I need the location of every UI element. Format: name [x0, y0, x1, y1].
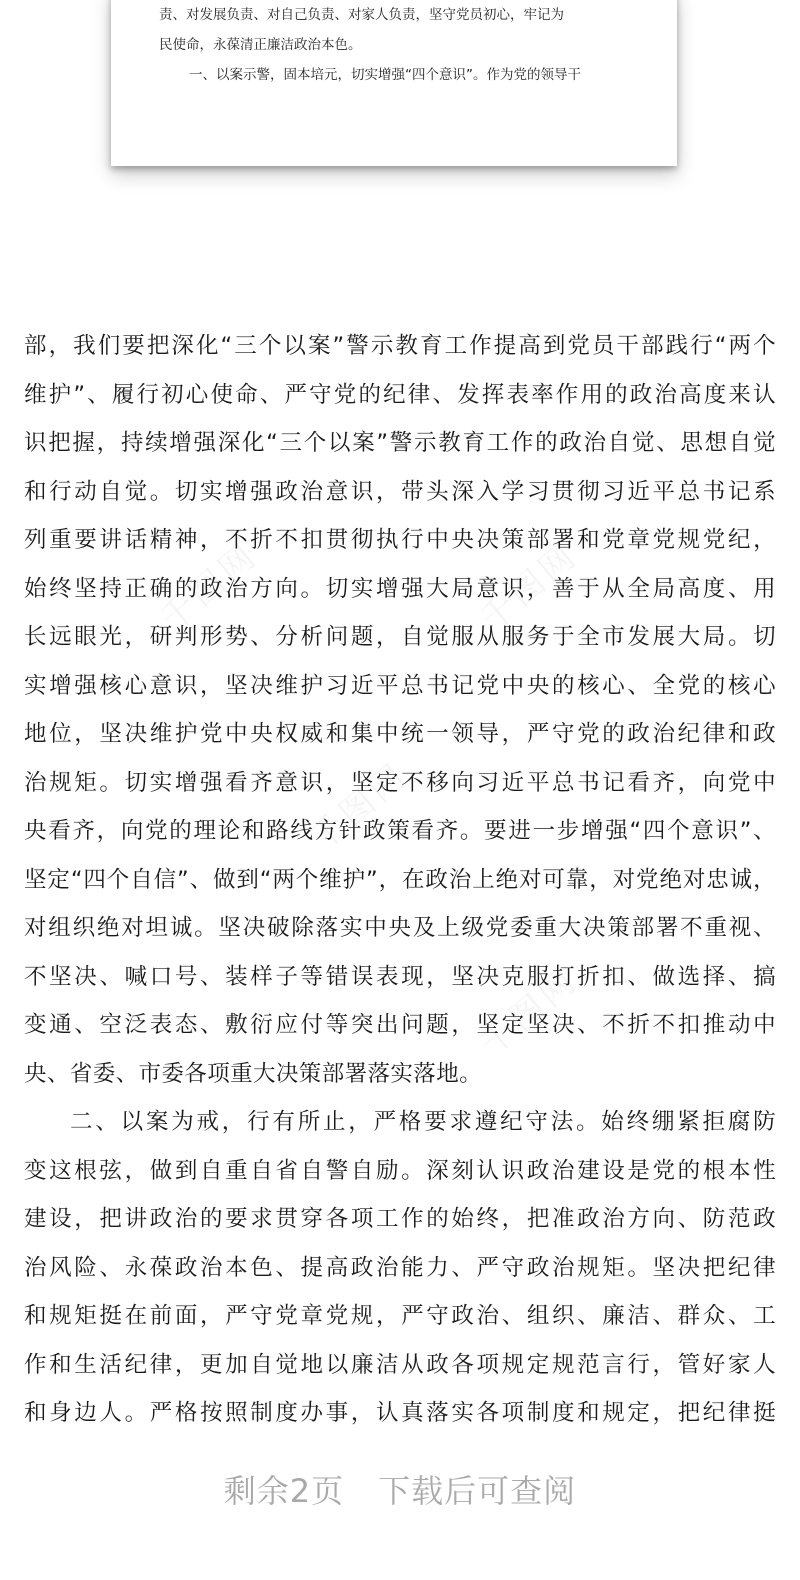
preview-line: 民使命，永葆清正廉洁政治本色。	[159, 37, 362, 53]
preview-line: 责、对发展负责、对自己负责、对家人负责，坚守党员初心，牢记为	[159, 7, 564, 23]
body-line: 和身边人。严格按照制度办事，认真落实各项制度和规定，把纪律挺	[24, 1400, 776, 1426]
body-line: 地位，坚决维护党中央权威和集中统一领导，严守党的政治纪律和政	[24, 721, 776, 747]
body-line: 实增强核心意识，坚决维护习近平总书记党中央的核心、全党的核心	[24, 672, 776, 699]
download-to-view-text: 下载后可查阅	[378, 1472, 577, 1510]
body-line: 对组织绝对坦诚。坚决破除落实中央及上级党委重大决策部署不重视、	[24, 915, 776, 941]
body-line: 维护”、履行初心使命、严守党的纪律、发挥表率作用的政治高度来认	[24, 381, 776, 408]
body-line: 不坚决、喊口号、装样子等错误表现，坚决克服打折扣、做选择、搞	[24, 963, 776, 990]
body-line: 和规矩挺在前面，严守党章党规，严守政治、组织、廉洁、群众、工	[24, 1303, 776, 1329]
body-line: 变这根弦，做到自重自省自警自励。深刻认识政治建设是党的根本性	[24, 1157, 776, 1184]
body-line: 治规矩。切实增强看齐意识，坚定不移向习近平总书记看齐，向党中	[24, 769, 776, 796]
body-line: 长远眼光，研判形势、分析问题，自觉服从服务于全市发展大局。切	[24, 624, 776, 650]
document-preview-card	[111, 0, 677, 166]
watermark: 千图网	[152, 535, 266, 640]
body-line: 变通、空泛表态、敷衍应付等突出问题，坚定坚决、不折不扣推动中	[24, 1012, 776, 1038]
remaining-pages-text: 剩余2页	[223, 1472, 345, 1510]
body-line: 治风险、永葆政治本色、提高政治能力、严守政治规矩。坚决把纪律	[24, 1254, 776, 1281]
body-line: 央看齐，向党的理论和路线方针政策看齐。要进一步增强“四个意识”、	[24, 818, 776, 844]
body-line: 建设，把讲政治的要求贯穿各项工作的始终，把准政治方向、防范政	[24, 1206, 776, 1232]
body-line: 部，我们要把深化“三个以案”警示教育工作提高到党员干部践行“两个	[24, 333, 776, 359]
body-line: 识把握，持续增强深化“三个以案”警示教育工作的政治自觉、思想自觉	[24, 430, 776, 456]
preview-line: 一、以案示警，固本培元，切实增强“四个意识”。作为党的领导干	[189, 67, 581, 83]
body-line: 作和生活纪律，更加自觉地以廉洁从政各项规定规范言行，管好家人	[24, 1351, 776, 1378]
body-line: 和行动自觉。切实增强政治意识，带头深入学习贯彻习近平总书记系	[24, 478, 776, 505]
download-prompt[interactable]	[0, 1466, 800, 1512]
watermark: 千图网	[472, 535, 586, 640]
body-line: 坚定“四个自信”、做到“两个维护”，在政治上绝对可靠，对党绝对忠诚，	[24, 866, 776, 893]
document-body	[24, 322, 776, 1438]
body-line: 央、省委、市委各项重大决策部署落实落地。	[24, 1060, 483, 1087]
watermark: 千图网	[302, 755, 416, 860]
body-line: 始终坚持正确的政治方向。切实增强大局意识，善于从全局高度、用	[24, 575, 776, 602]
watermark: 千图网	[472, 960, 586, 1065]
body-line: 列重要讲话精神，不折不扣贯彻执行中央决策部署和党章党规党纪，	[24, 527, 776, 553]
body-line: 二、以案为戒，行有所止，严格要求遵纪守法。始终绷紧拒腐防	[70, 1109, 776, 1135]
